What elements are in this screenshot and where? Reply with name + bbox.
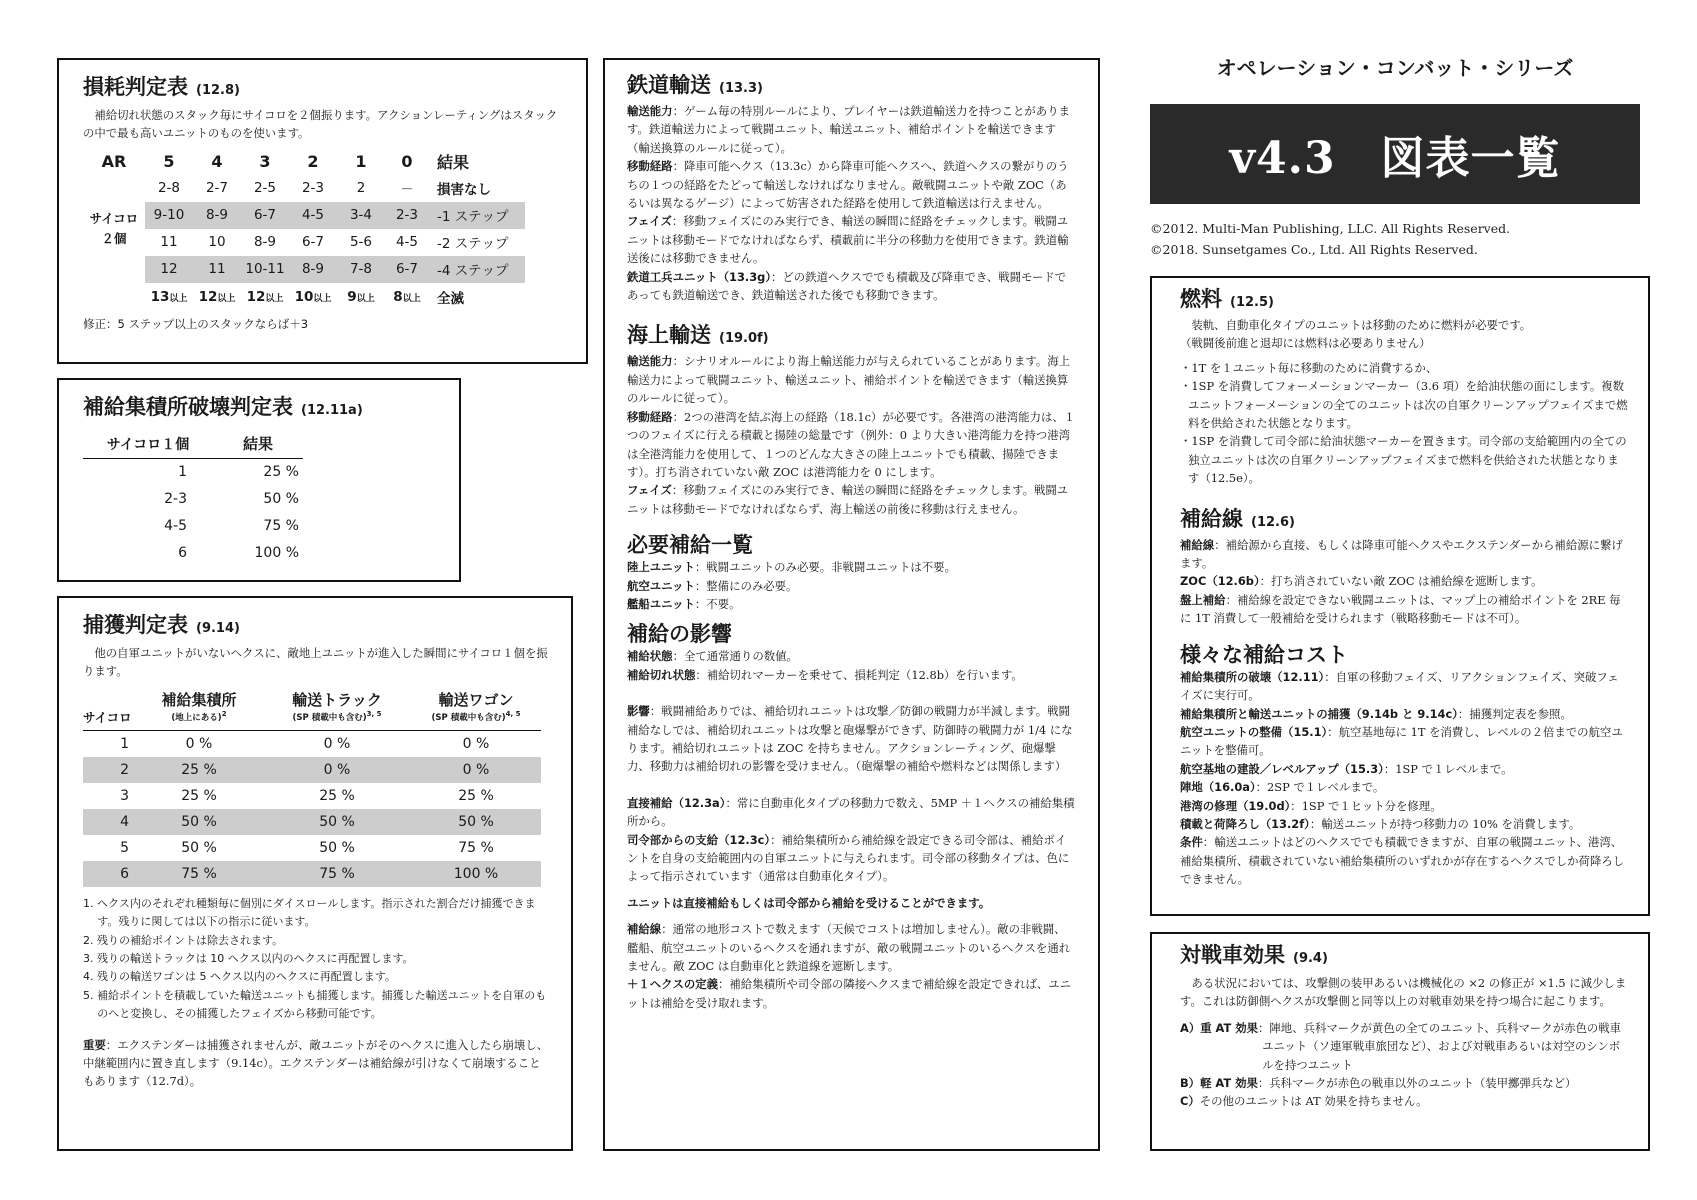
table-row	[83, 809, 541, 835]
sea-title: 海上輸送 (19.0f)	[627, 323, 769, 348]
table-row	[83, 283, 525, 311]
table-cell: 5	[120, 839, 129, 856]
capture-table-box	[57, 596, 573, 1151]
fuel-bullets	[1180, 359, 1628, 488]
table-cell: 5-6	[349, 234, 373, 251]
table-cell: 6-7	[385, 256, 429, 283]
table-cell: 25 %	[263, 463, 299, 480]
capture-header-wagon	[411, 687, 541, 731]
title-banner	[1150, 104, 1640, 204]
effects-item: ＋１ヘクスの定義：補給集積所や司令部の隣接ヘクスまで補給線を設定できれば、ユニットは補給を受け取れます。	[627, 977, 1072, 1010]
table-row	[83, 229, 525, 256]
costs-item: 補給集積所の破壊（12.11）：自軍の移動フェイズ、リアクションフェイズ、突破フェイズに実行可。	[1180, 669, 1619, 703]
table-cell: 50 %	[181, 813, 217, 830]
attrition-modifier: 修正：5 ステップ以上のスタックならば＋3	[83, 316, 309, 331]
antitank-item: C）その他のユニットは AT 効果を持ちません。	[1180, 1094, 1428, 1109]
depot-header-row	[83, 430, 303, 458]
supply-line-body	[1180, 536, 1628, 628]
effects-item: 直接補給（12.3a）：常に自動車化タイプの移動力で数え、5MP ＋１ヘクスの補給集積所から。	[627, 795, 1075, 829]
table-cell: 0 %	[323, 761, 351, 778]
table-row	[83, 485, 303, 512]
effects-item: 補給切れ状態：補給切れマーカーを乗せて、損耗判定（12.8b）を行います。	[627, 667, 1023, 682]
fuel-intro-note: （戦闘後前進と退却には燃料は必要ありません）	[1180, 336, 1431, 351]
table-cell: 8以上	[393, 288, 421, 305]
attrition-header-cell: 5	[163, 152, 175, 172]
table-cell: 9以上	[347, 288, 375, 305]
header-sub: (SP 積載中も含む)$^{3, 5}$	[292, 709, 382, 723]
attrition-title: 損耗判定表 (12.8)	[83, 75, 240, 99]
attrition-header-cell: 2	[307, 152, 319, 172]
depot-header-result: 結果	[242, 435, 273, 454]
antitank-item: B）軽 AT 効果：兵科マークが赤色の戦車以外のユニット（装甲擲弾兵など）	[1180, 1076, 1577, 1091]
attrition-intro: 補給切れ状態のスタック毎にサイコロを２個振ります。アクションレーティングはスタックの中で最も高いユニットのものを使います。	[83, 108, 558, 141]
table-cell: -1 ステップ	[429, 202, 525, 229]
table-cell: 4-5	[395, 234, 419, 251]
attrition-header-cell: 結果	[437, 153, 470, 173]
attrition-dice-label	[83, 175, 145, 283]
copyright	[1150, 218, 1510, 260]
effects-note: ユニットは直接補給もしくは司令部から補給を受けることができます。	[627, 895, 991, 910]
list-item: 3. 残りの輸送トラックは 10 ヘクス以内のヘクスに再配置します。	[83, 952, 414, 966]
table-cell: 11	[193, 256, 241, 283]
table-cell: 2-5	[253, 180, 277, 197]
table-row	[83, 512, 303, 539]
table-cell: 12以上	[198, 288, 236, 305]
table-row	[83, 202, 525, 229]
table-cell: 50 %	[319, 813, 355, 830]
table-cell: 100 %	[254, 544, 299, 561]
antitank-item: A）重 AT 効果：陣地、兵科マークが黄色の全てのユニット、兵科マークが赤色の戦車ユニット（ソ連軍戦車旅団など）、および対戦車あるいは対空のシンボルを持つユニット	[1180, 1020, 1622, 1072]
series-title: オペレーション・コンバット・シリーズ	[1216, 56, 1574, 80]
dice-label-line: サイコロ	[89, 210, 139, 226]
table-row	[83, 458, 303, 485]
copyright-line: ©2018. Sunsetgames Co., Ltd. All Rights Reserved.	[1150, 242, 1478, 257]
table-cell: 3	[120, 787, 129, 804]
capture-header-row	[83, 687, 541, 731]
sea-item: 移動経路：2つの港湾を結ぶ海上の経路（18.1c）が必要です。各港湾の港湾能力は、１つのフェイズに行える積載と揚陸の総量です（例外：0 より大きい港湾能力を持つ港湾は全港湾能力を使用して、１つのどんな大きさの陸上ユニットでも積載、揚陸できます）。打ち消されていない敵 ZOC は港湾能力を 0 にします。	[627, 409, 1076, 479]
table-cell: 50 %	[263, 490, 299, 507]
table-row	[83, 175, 525, 202]
costs-item: 航空基地の建設／レベルアップ（15.3）：1SP で１レベルまで。	[1180, 761, 1513, 776]
table-cell: 2	[120, 761, 129, 778]
table-cell: 12以上	[246, 288, 284, 305]
attrition-header-row	[83, 149, 525, 175]
antitank-intro: ある状況においては、攻撃側の装甲あるいは機械化の ×2 の修正が ×1.5 に減少します。これは防御側ヘクスが攻撃側と同等以上の対戦車効果を持つ場合に起こります。	[1180, 976, 1627, 1009]
table-cell: -4 ステップ	[429, 256, 525, 283]
table-row	[83, 731, 541, 757]
table-row	[83, 757, 541, 783]
table-cell: 6	[120, 865, 129, 882]
rail-title: 鉄道輸送 (13.3)	[627, 73, 763, 97]
effects-body	[627, 647, 1076, 1012]
table-cell: 1	[178, 463, 187, 480]
table-row	[83, 783, 541, 809]
capture-header-dice: サイコロ	[83, 710, 132, 726]
attrition-table	[83, 149, 525, 311]
table-cell: 11	[160, 234, 178, 251]
table-row	[83, 835, 541, 861]
header-sub: (SP 積載中も含む)$^{4, 5}$	[431, 709, 521, 723]
table-cell: 10	[208, 234, 226, 251]
table-cell: 6	[178, 544, 187, 561]
sea-body	[627, 352, 1076, 518]
table-cell: 全滅	[437, 290, 464, 307]
header-name: 輸送ワゴン	[438, 690, 514, 709]
table-cell: 12	[145, 256, 193, 283]
table-cell: 4	[120, 813, 129, 830]
table-cell: 8-9	[253, 234, 277, 251]
depot-title: 補給集積所破壊判定表 (12.11a)	[83, 395, 363, 419]
antitank-title: 対戦車効果 (9.4)	[1180, 943, 1328, 967]
antitank-body	[1180, 974, 1628, 1111]
required-item: 航空ユニット：整備にのみ必要。	[627, 578, 798, 593]
list-item: 1. ヘクス内のそれぞれ種類毎に個別にダイスロールします。指示された割合だけ捕獲できます。残りに関しては以下の指示に従います。	[83, 896, 536, 929]
table-cell: 4-5	[164, 517, 187, 534]
sea-item: 輸送能力：シナリオルールにより海上輸送能力が与えられていることがあります。海上輸送力によって戦闘ユニット、輸送ユニット、補給ポイントを輸送できます（輸送換算のルールに従って）。	[627, 354, 1070, 406]
fuel-supply-box	[1150, 276, 1650, 916]
capture-header-truck	[263, 687, 411, 731]
fuel-title: 燃料 (12.5)	[1180, 287, 1274, 311]
table-cell: 9-10	[145, 202, 193, 229]
table-cell: 1	[120, 736, 129, 753]
table-cell: 10以上	[294, 288, 332, 305]
attrition-header-cell: 4	[211, 152, 223, 172]
sea-item: フェイズ：移動フェイズにのみ実行でき、輸送の瞬間に経路をチェックします。戦闘ユニットは移動モードでなければならず、海上輸送の前後に移動は行えません。	[627, 483, 1069, 516]
costs-item: 航空ユニットの整備（15.1）：航空基地毎に 1T を消費し、レベルの２倍までの航空ユニットを整備可。	[1180, 724, 1623, 758]
banner-title: v4.3 図表一覧	[1229, 133, 1561, 184]
table-cell: 2-7	[205, 180, 229, 197]
capture-important: 重要：エクステンダーは捕獲されませんが、敵ユニットがそのヘクスに進入したら崩壊し、中継範囲内に置き直します（9.14c）。エクステンダーは補給線が引けなくて崩壊することもあります（12.7d）。	[83, 1037, 549, 1089]
table-cell: －	[400, 182, 414, 199]
table-cell: 4-5	[289, 202, 337, 229]
list-item: ・1T を１ユニット毎に移動のために消費するか、	[1180, 360, 1438, 375]
capture-title: 捕獲判定表 (9.14)	[83, 613, 240, 637]
supply-line-item: ZOC（12.6b）：打ち消されていない敵 ZOC は補給線を遮断します。	[1180, 574, 1543, 589]
header-name: 補給集積所	[161, 690, 237, 709]
table-cell: 0 %	[323, 736, 351, 753]
table-row	[83, 861, 541, 887]
list-item: 5. 補給ポイントを積載していた輸送ユニットも捕獲します。捕獲した輸送ユニットを自軍のものへと変換し、その捕獲したフェイズから移動可能です。	[83, 988, 547, 1021]
depot-table-box	[57, 378, 461, 582]
rail-item: 輸送能力：ゲーム毎の特別ルールにより、プレイヤーは鉄道輸送力を持つことがあります。鉄道輸送力によって戦闘ユニット、輸送ユニット、補給ポイントを輸送できます（輸送換算のルールに従って）。	[627, 104, 1070, 155]
costs-item: 積載と荷降ろし（13.2f）：輸送ユニットが持つ移動力の 10% を消費します。	[1180, 816, 1581, 831]
capture-table	[83, 687, 541, 887]
table-cell: 50 %	[181, 839, 217, 856]
attrition-header-cell: 1	[355, 152, 367, 172]
list-item: ・1SP を消費してフォーメーションマーカー（3.6 項）を給油状態の面にします。複数ユニットフォーメーションの全てのユニットは次の自軍クリーンアップフェイズまで燃料を供給された状態となります。	[1180, 379, 1628, 431]
required-title: 必要補給一覧	[627, 533, 753, 558]
table-cell: 75 %	[319, 865, 355, 882]
table-cell: 75 %	[458, 839, 494, 856]
costs-item: 港湾の修理（19.0d）：1SP で１ヒット分を修理。	[1180, 798, 1442, 813]
supply-line-item: 補給線：補給源から直接、もしくは降車可能ヘクスやエクステンダーから補給源に繋げます。	[1180, 537, 1623, 571]
antitank-box	[1150, 932, 1650, 1151]
table-cell: 75 %	[181, 865, 217, 882]
list-item: ・1SP を消費して司令部に給油状態マーカーを置きます。司令部の支給範囲内の全ての独立ユニットは次の自軍クリーンアップフェイズまで燃料を供給された状態となります（12.5e）。	[1180, 434, 1627, 486]
table-cell: 50 %	[458, 813, 494, 830]
supply-line-item: 盤上補給：補給線を設定できない戦闘ユニットは、マップ上の補給ポイントを 2RE 毎に 1T 消費して一般補給を受けられます（戦略移動モードは不可）。	[1180, 592, 1621, 626]
table-row	[83, 539, 303, 566]
dice-label-line: ２個	[101, 230, 127, 246]
header-sub: (地上にある)$^2$	[171, 709, 227, 723]
costs-item: 補給集積所と輸送ユニットの捕獲（9.14b と 9.14c）：捕獲判定表を参照。	[1180, 706, 1572, 721]
table-cell: 2	[356, 180, 366, 197]
attrition-table-box	[57, 58, 588, 364]
fuel-intro: 装軌、自動車化タイプのユニットは移動のために燃料が必要です。	[1191, 318, 1532, 332]
table-cell: 100 %	[453, 865, 499, 882]
required-item: 艦船ユニット：不要。	[627, 596, 741, 611]
rail-item: フェイズ：移動フェイズにのみ実行でき、輸送の瞬間に経路をチェックします。戦闘ユニットは移動モードでなければならず、積載前に半分の移動力を使用できます。鉄道輸送後には移動できません。	[627, 214, 1069, 266]
capture-header-depot	[135, 687, 263, 731]
effects-item: 補給状態：全て通常通りの数値。	[627, 649, 798, 664]
table-cell: 2-3	[385, 202, 429, 229]
list-item: 4. 残りの輸送ワゴンは 5 ヘクス以内のヘクスに再配置します。	[83, 970, 396, 984]
rail-item: 鉄道工兵ユニット（13.3g）：どの鉄道ヘクスででも積載及び降車でき、戦闘モードであっても鉄道輸送でき、鉄道輸送された後でも移動できます。	[627, 269, 1067, 303]
table-cell: 2-3	[164, 490, 187, 507]
rail-item: 移動経路：降車可能ヘクス（13.3c）から降車可能ヘクスへ、鉄道ヘクスの繋がりのうちの１つの経路をたどって輸送しなければなりません。敵戦闘ユニットや敵 ZOC（あるいは異なるゲージ）によって妨害された経路を使用して鉄道輸送は行えません。	[627, 159, 1069, 211]
table-cell: 0 %	[185, 736, 213, 753]
table-cell: -2 ステップ	[437, 236, 509, 253]
table-cell: 7-8	[337, 256, 385, 283]
costs-item: 陣地（16.0a）：2SP で１レベルまで。	[1180, 780, 1385, 795]
fuel-body	[1180, 316, 1628, 488]
effects-impact: 影響：戦闘補給ありでは、補給切れユニットは攻撃／防御の戦闘力が半減します。戦闘補給なしでは、補給切れユニットは攻撃と砲爆撃ができず、防御時の戦闘力が 1/4 になります。補給切れユニットは ZOC を持ちません。アクションレーティング、砲爆撃力、移動力は補給切れの影響を受けません。（砲爆撃の補給や燃料などは関係します）	[627, 704, 1073, 774]
table-cell: 3-4	[337, 202, 385, 229]
table-cell: 6-7	[301, 234, 325, 251]
attrition-header-ar: AR	[101, 152, 127, 172]
table-cell: 0 %	[462, 761, 490, 778]
costs-item: 条件：輸送ユニットはどのヘクスででも積載できますが、自軍の戦闘ユニット、港湾、補給集積所、積載されていない補給集積所のいずれかが存在するヘクスでしか荷降ろしできません。	[1180, 835, 1625, 887]
transport-supply-box	[603, 58, 1100, 1151]
effects-item: 補給線：通常の地形コストで数えます（天候でコストは増加しません）。敵の非戦闘、艦船、航空ユニットのいるヘクスを通れますが、敵の戦闘ユニットのいるヘクスを通れません。敵 ZOC は自動車化と鉄道線を遮断します。	[627, 922, 1071, 974]
table-cell: 25 %	[458, 787, 494, 804]
capture-notes	[83, 895, 549, 1024]
table-cell	[83, 283, 145, 311]
copyright-line: ©2012. Multi-Man Publishing, LLC. All Rights Reserved.	[1150, 221, 1511, 236]
table-cell: 8-9	[193, 202, 241, 229]
table-cell: 8-9	[289, 256, 337, 283]
table-cell: 25 %	[319, 787, 355, 804]
table-row	[83, 256, 525, 283]
capture-intro: 他の自軍ユニットがいないヘクスに、敵地上ユニットが進入した瞬間にサイコロ１個を振ります。	[83, 646, 548, 679]
table-cell: 50 %	[319, 839, 355, 856]
table-cell: 6-7	[241, 202, 289, 229]
effects-title: 補給の影響	[627, 622, 732, 647]
costs-body	[1180, 668, 1628, 889]
rail-body	[627, 102, 1076, 304]
table-cell: 25 %	[181, 787, 217, 804]
table-cell: 13以上	[150, 288, 188, 305]
required-item: 陸上ユニット：戦闘ユニットのみ必要。非戦闘ユニットは不要。	[627, 560, 956, 575]
attrition-header-cell: 3	[259, 152, 271, 172]
attrition-header-cell: 0	[401, 152, 413, 172]
depot-header-dice: サイコロ１個	[106, 436, 190, 453]
table-cell: 損害なし	[437, 182, 491, 199]
required-body	[627, 558, 1076, 613]
table-cell: 2-3	[301, 180, 325, 197]
header-name: 輸送トラック	[292, 690, 382, 709]
supply-line-title: 補給線 (12.6)	[1180, 506, 1295, 531]
table-cell: 75 %	[263, 517, 299, 534]
list-item: 2. 残りの補給ポイントは除去されます。	[83, 933, 284, 947]
effects-item: 司令部からの支給（12.3c）：補給集積所から補給線を設定できる司令部は、補給ポイントを自身の支給範囲内の自軍ユニットに与えられます。司令部の移動タイプは、色によって指示されています（通常は自動車化タイプ）。	[627, 832, 1070, 884]
costs-title: 様々な補給コスト	[1180, 642, 1348, 667]
table-cell: 10-11	[241, 256, 289, 283]
table-cell: 25 %	[181, 761, 217, 778]
table-cell: 2-8	[157, 180, 181, 197]
table-cell: 0 %	[462, 736, 490, 753]
depot-table	[83, 430, 303, 566]
